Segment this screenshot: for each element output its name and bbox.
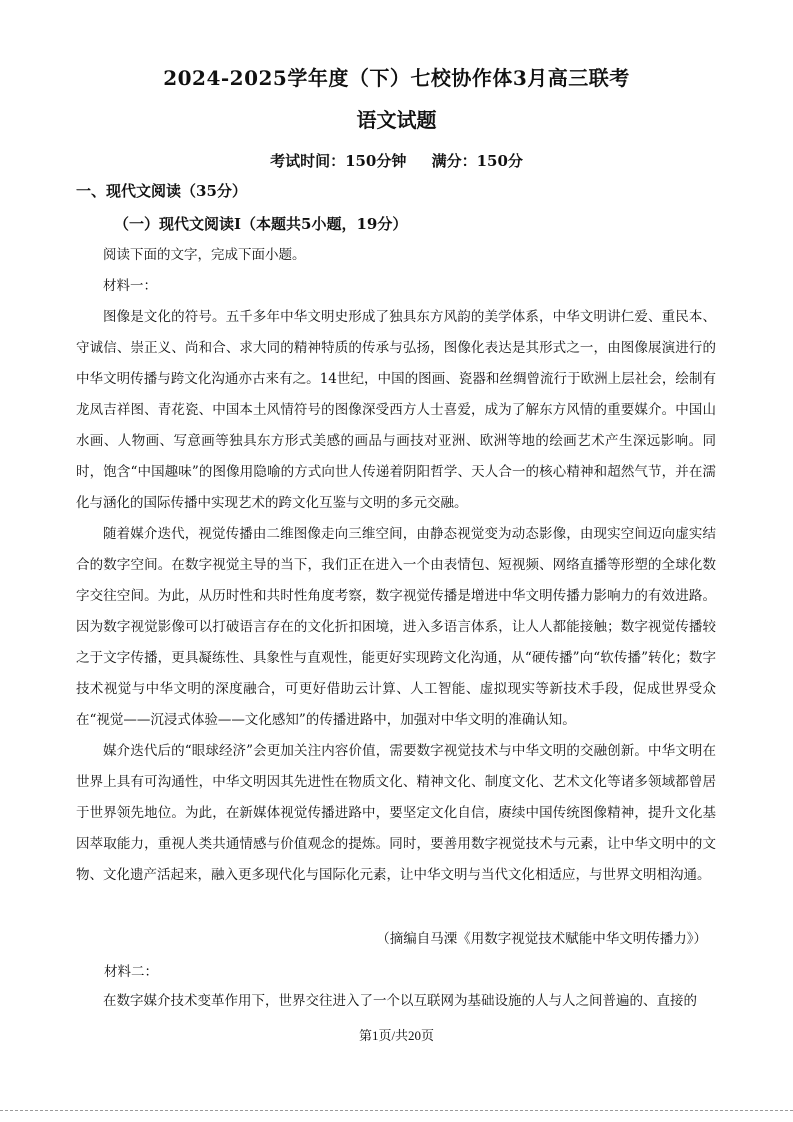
subsection-heading: （一）现代文阅读Ⅰ（本题共5小题，19分） (114, 215, 408, 233)
paragraph: 图像是文化的符号。五千多年中华文明史形成了独具东方风韵的美学体系，中华文明讲仁爱、重民本、守诚信、崇正义、尚和合、求大同的精神特质的传承与弘扬，图像化表达是其形式之一，由图像展演进行的中华文明传播与跨文化沟通亦古来有之。14世纪，中国的图画、瓷器和丝绸曾流行于欧洲上层社会，绘制有龙凤吉祥图、青花瓷、中国本土风情符号的图像深受西方人士喜爱，成为了解东方风情的重要媒介。中国山水画、人物画、写意画等独具东方形式美感的画品与画技对亚洲、欧洲等地的绘画艺术产生深远影响。同时，饱含“中国趣味”的图像用隐喻的方式向世人传递着阴阳哲学、天人合一的核心精神和超然气节，并在濡化与涵化的国际传播中实现艺术的跨文化互鉴与文明的多元交融。 (76, 309, 716, 511)
section-heading: 一、现代文阅读（35分） (76, 182, 247, 200)
exam-title: 2024-2025学年度（下）七校协作体3月高三联考 (163, 66, 630, 90)
subject-title: 语文试题 (356, 108, 437, 132)
exam-time: 考试时间：150分钟 (270, 152, 407, 170)
page-number: 第1页/共20页 (358, 1028, 435, 1043)
instructions: 阅读下面的文字，完成下面小题。 (103, 247, 306, 263)
paragraph: 媒介迭代后的“眼球经济”会更加关注内容价值，需要数字视觉技术与中华文明的交融创新。中华文明在世界上具有可沟通性，中华文明因其先进性在物质文化、精神文化、制度文化、艺术文化等诸多领域都曾居于世界领先地位。为此，在新媒体视觉传播进路中，要坚定文化自信，赓续中国传统图像精神，提升文化基因萃取能力，重视人类共通情感与价值观念的提炼。同时，要善用数字视觉技术与元素，让中华文明中的文物、文化遗产活起来，融入更多现代化与国际化元素，让中华文明与当代文化相适应，与世界文明相沟通。 (76, 743, 716, 883)
source-citation: （摘编自马溧《用数字视觉技术赋能中华文明传播力》） (376, 931, 707, 947)
paragraph: 在数字媒介技术变革作用下，世界交往进入了一个以互联网为基础设施的人与人之间普遍的、直接的 (103, 993, 697, 1009)
exam-info (0, 150, 793, 171)
paragraph: 随着媒介迭代，视觉传播由二维图像走向三维空间，由静态视觉变为动态影像，由现实空间迈向虚实结合的数字空间。在数字视觉主导的当下，我们正在进入一个由表情包、短视频、网络直播等形塑的全球化数字交往空间。为此，从历时性和共时性角度考察，数字视觉传播是增进中华文明传播力影响力的有效进路。因为数字视觉影像可以打破语言存在的文化折扣困境，进入多语言体系，让人人都能接触；数字视觉传播较之于文字传播，更具凝练性、具象性与直观性，能更好实现跨文化沟通，从“硬传播”向“软传播”转化；数字技术视觉与中华文明的深度融合，可更好借助云计算、人工智能、虚拟现实等新技术手段，促成世界受众在“视觉——沉浸式体验——文化感知”的传播进路中，加强对中华文明的准确认知。 (76, 526, 716, 728)
material-label: 材料一： (103, 278, 157, 294)
material-label: 材料二： (104, 964, 158, 980)
exam-score: 满分：150分 (431, 152, 523, 170)
reading-body (76, 240, 716, 891)
page-divider (0, 1110, 793, 1111)
